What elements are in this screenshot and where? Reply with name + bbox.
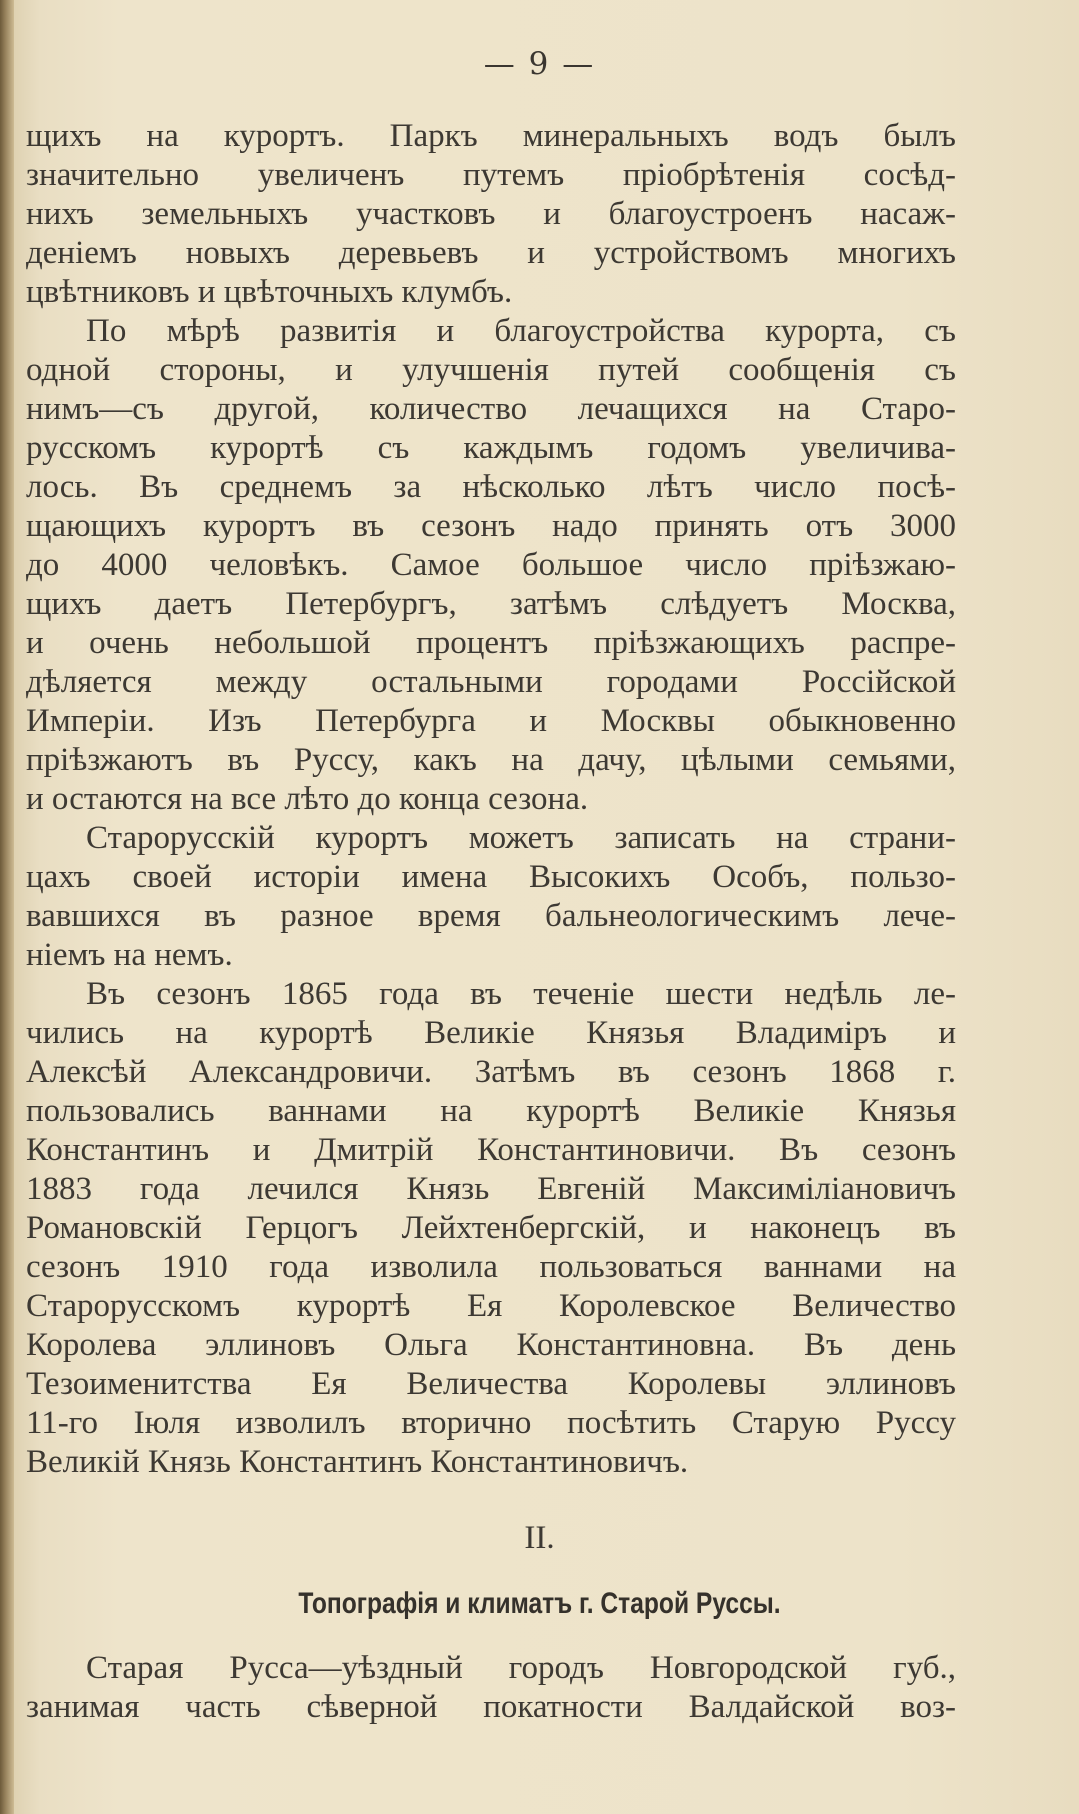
text-line: до 4000 человѣкъ. Самое большое число пріѣзжаю- (26, 547, 956, 583)
text-line: и остаются на все лѣто до конца сезона. (26, 781, 589, 817)
section-text (26, 1649, 956, 1727)
text-line: пользовались ваннами на курортѣ Великіе Князья (26, 1093, 956, 1129)
text-line: 11-го Іюля изволилъ вторично посѣтить Старую Руссу (26, 1405, 956, 1441)
paragraph-first-line: По мѣрѣ развитія и благоустройства курорта, съ (86, 313, 956, 349)
text-line: чились на курортѣ Великіе Князья Владиміръ и (26, 1015, 956, 1051)
text-line: нихъ земельныхъ участковъ и благоустроенъ насаж- (26, 196, 956, 232)
text-line: Великій Князь Константинъ Константиновичъ. (26, 1444, 689, 1480)
text-line: вавшихся въ разное время бальнеологическимъ лече- (26, 898, 956, 934)
text-line: одной стороны, и улучшенія путей сообщенія съ (26, 352, 956, 388)
text-line: занимая часть сѣверной покатности Валдайской воз- (26, 1689, 956, 1725)
text-line: деніемъ новыхъ деревьевъ и устройствомъ многихъ (26, 235, 956, 271)
text-line: и очень небольшой процентъ пріѣзжающихъ распре- (26, 625, 956, 661)
text-line: Константинъ и Дмитрій Константиновичи. Въ сезонъ (26, 1132, 956, 1168)
text-line: сезонъ 1910 года изволила пользоваться ваннами на (26, 1249, 956, 1285)
text-line: русскомъ курортѣ съ каждымъ годомъ увеличива- (26, 430, 956, 466)
text-line: дѣляется между остальными городами Россійской (26, 664, 956, 700)
text-line: 1883 года лечился Князь Евгеній Максиміліановичъ (26, 1171, 956, 1207)
text-line: Старорусскомъ курортѣ Ея Королевское Величество (26, 1288, 956, 1324)
main-text (26, 117, 956, 1482)
section-heading: Топографія и климатъ г. Старой Руссы. (298, 1587, 781, 1620)
text-line: щихъ даетъ Петербургъ, затѣмъ слѣдуетъ Москва, (26, 586, 956, 622)
text-line: Романовскій Герцогъ Лейхтенбергскій, и наконецъ въ (26, 1210, 956, 1246)
page-number: — 9 — (483, 46, 596, 82)
text-line: цахъ своей исторіи имена Высокихъ Особъ, пользо- (26, 859, 956, 895)
text-line: Тезоименитства Ея Величества Королевы эллиновъ (26, 1366, 956, 1402)
text-line: цвѣтниковъ и цвѣточныхъ клумбъ. (26, 274, 513, 310)
text-line: Королева эллиновъ Ольга Константиновна. Въ день (26, 1327, 956, 1363)
text-line: значительно увеличенъ путемъ пріобрѣтенія сосѣд- (26, 157, 956, 193)
paragraph-first-line: Старорусскій курортъ можетъ записать на страни- (86, 820, 956, 856)
text-line: нимъ—съ другой, количество лечащихся на Старо- (26, 391, 956, 427)
text-line: пріѣзжаютъ въ Руссу, какъ на дачу, цѣлыми семьями, (26, 742, 956, 778)
section-numeral: II. (524, 1520, 555, 1556)
paragraph-first-line: Въ сезонъ 1865 года въ теченіе шести недѣль ле- (86, 976, 956, 1012)
text-line: ніемъ на немъ. (26, 937, 233, 973)
text-line: Имперіи. Изъ Петербурга и Москвы обыкновенно (26, 703, 956, 739)
text-line: лось. Въ среднемъ за нѣсколько лѣтъ число посѣ- (26, 469, 956, 505)
text-line: Алексѣй Александровичи. Затѣмъ въ сезонъ 1868 г. (26, 1054, 956, 1090)
text-line: щихъ на курортъ. Паркъ минеральныхъ водъ былъ (26, 118, 956, 154)
paragraph-first-line: Старая Русса—уѣздный городъ Новгородской губ., (86, 1650, 956, 1686)
text-line: щающихъ курортъ въ сезонъ надо принять отъ 3000 (26, 508, 956, 544)
